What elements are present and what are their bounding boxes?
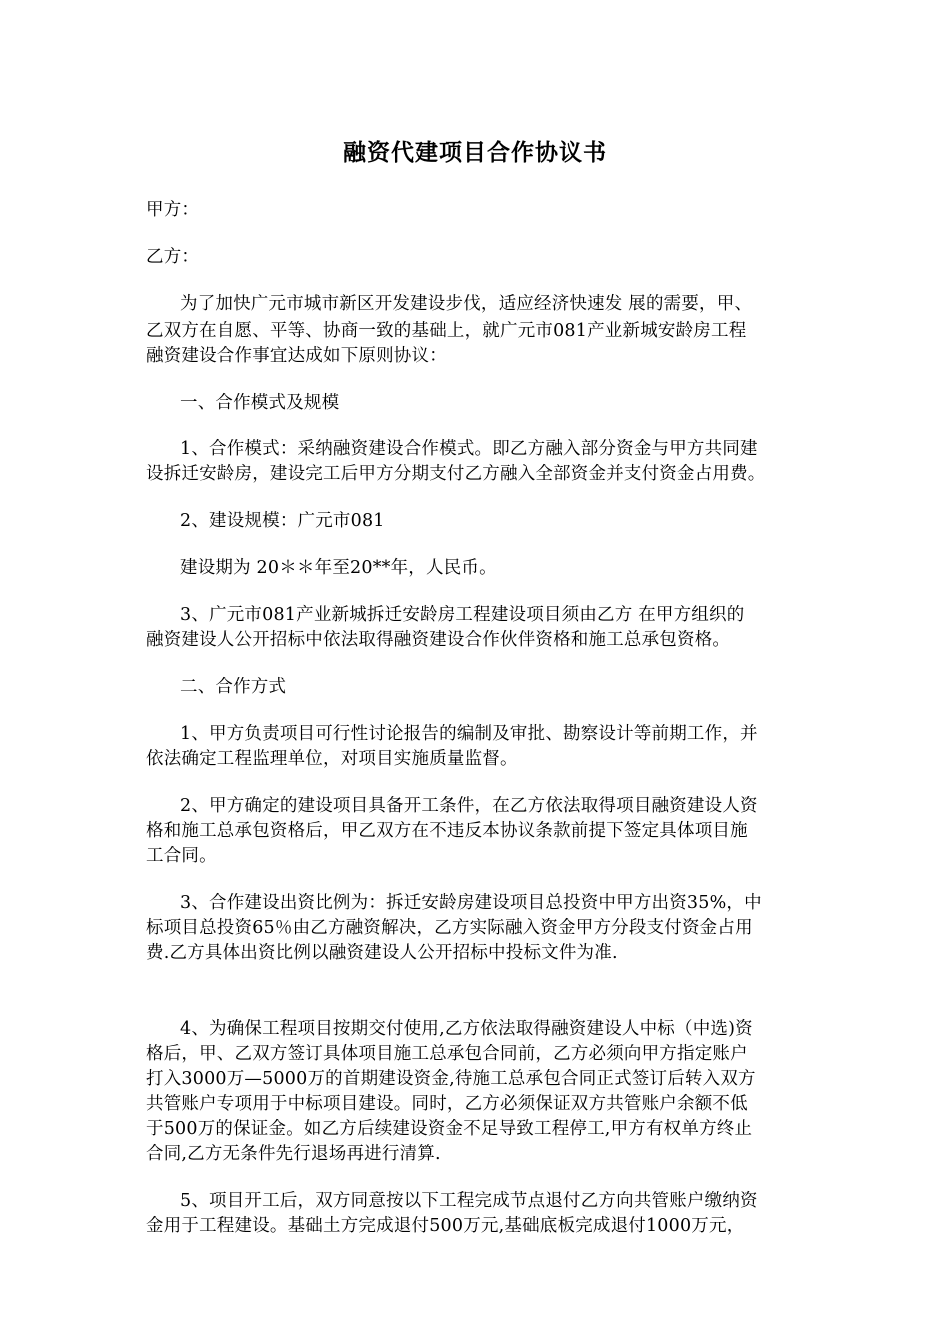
s2-item1-line-2: 依法确定工程监理单位，对项目实施质量监督。 [146,749,518,769]
s2-item1-line-1: 1、甲方负责项目可行性讨论报告的编制及审批、勘察设计等前期工作，并 [180,724,758,744]
s2-item3-line-3: 费.乙方具体出资比例以融资建设人公开招标中投标文件为准. [146,943,618,963]
s1-item3-line-2: 融资建设人公开招标中依法取得融资建设合作伙伴资格和施工总承包资格。 [146,630,731,650]
party-a-label: 甲方： [146,200,200,220]
document-title: 融资代建项目合作协议书 [343,140,607,166]
s2-item4-line-6: 合同,乙方无条件先行退场再进行清算. [146,1144,441,1164]
s1-item2: 2、建设规模：广元市081 [180,511,385,531]
s1-item2-period: 建设期为 20＊＊年至20**年，人民币。 [180,558,497,578]
s2-item2-line-2: 格和施工总承包资格后，甲乙双方在不违反本协议条款前提下签定具体项目施 [146,821,748,841]
s2-item4-line-4: 共管账户专项用于中标项目建设。同时，乙方必须保证双方共管账户余额不低 [146,1094,748,1114]
intro-line-2: 乙双方在自愿、平等、协商一致的基础上，就广元市081产业新城安龄房工程 [146,321,747,341]
s1-item3-line-1: 3、广元市081产业新城拆迁安龄房工程建设项目须由乙方 在甲方组织的 [180,605,745,625]
s2-item4-line-5: 于500万的保证金。如乙方后续建设资金不足导致工程停工,甲方有权单方终止 [146,1119,753,1139]
section-1-heading: 一、合作模式及规模 [180,393,340,413]
s1-item1-line-2: 设拆迁安龄房，建设完工后甲方分期支付乙方融入全部资金并支付资金占用费。 [146,464,766,484]
s2-item2-line-3: 工合同。 [146,846,217,866]
s2-item3-line-2: 标项目总投资65％由乙方融资解决，乙方实际融入资金甲方分段支付资金占用 [146,918,753,938]
s2-item2-line-1: 2、甲方确定的建设项目具备开工条件，在乙方依法取得项目融资建设人资 [180,796,758,816]
party-b-label: 乙方： [146,247,200,267]
s2-item4-line-1: 4、为确保工程项目按期交付使用,乙方依法取得融资建设人中标（中选)资 [180,1019,753,1039]
s1-item1-line-1: 1、合作模式：采纳融资建设合作模式。即乙方融入部分资金与甲方共同建 [180,439,758,459]
s2-item4-line-2: 格后，甲、乙双方签订具体项目施工总承包合同前，乙方必须向甲方指定账户 [146,1044,748,1064]
intro-line-1: 为了加快广元市城市新区开发建设步伐，适应经济快速发 展的需要，甲、 [180,294,753,314]
section-2-heading: 二、合作方式 [180,677,287,697]
intro-line-3: 融资建设合作事宜达成如下原则协议： [146,346,447,366]
s2-item4-line-3: 打入3000万—5000万的首期建设资金,待施工总承包合同正式签订后转入双方 [146,1069,756,1089]
s2-item5-line-2: 金用于工程建设。基础土方完成退付500万元,基础底板完成退付1000万元， [146,1216,745,1236]
s2-item5-line-1: 5、项目开工后，双方同意按以下工程完成节点退付乙方向共管账户缴纳资 [180,1191,758,1211]
s2-item3-line-1: 3、合作建设出资比例为：拆迁安龄房建设项目总投资中甲方出资35%，中 [180,893,762,913]
